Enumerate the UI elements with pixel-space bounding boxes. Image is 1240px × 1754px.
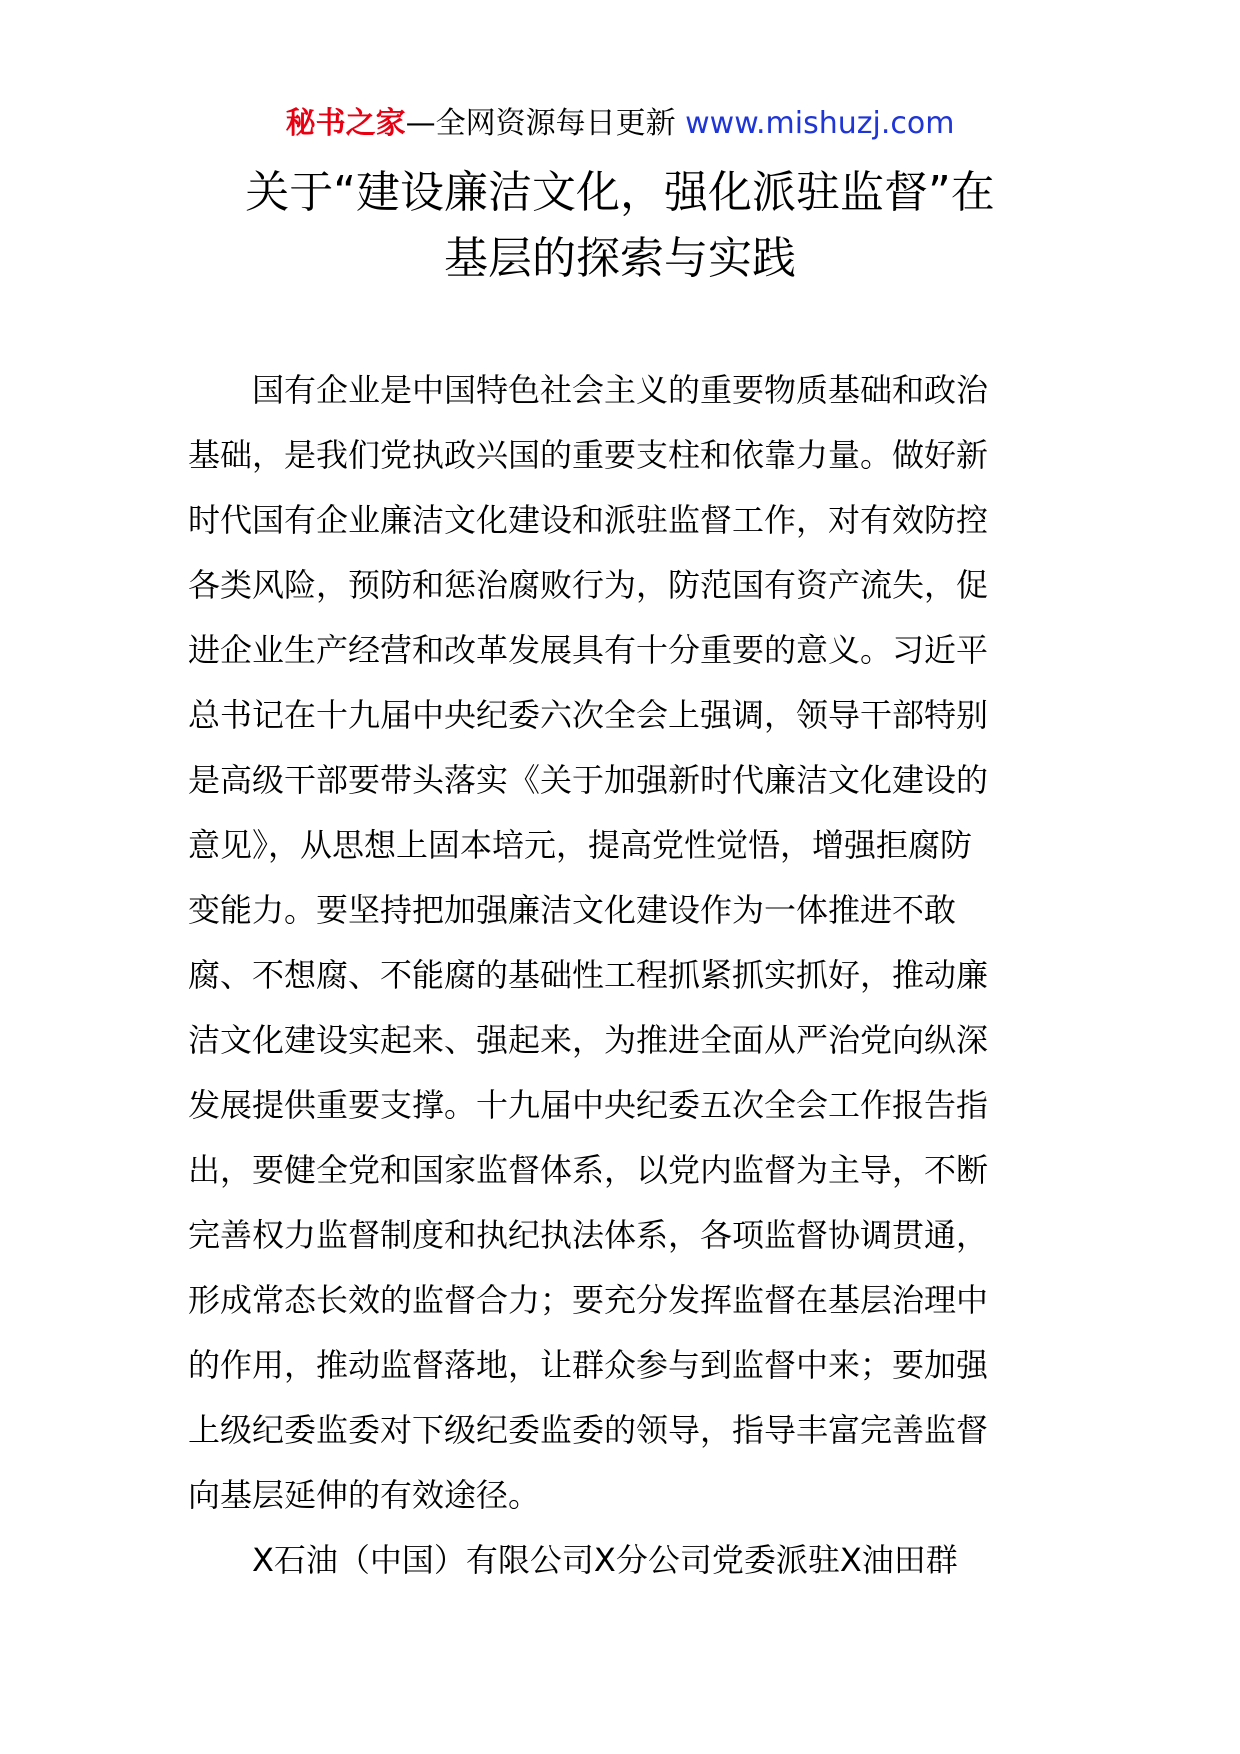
title-line: 基层的探索与实践	[444, 233, 796, 284]
text-line: 腐、不想腐、不能腐的基础性工程抓紧抓实抓好，推动廉	[188, 956, 989, 994]
text-line: 形成常态长效的监督合力；要充分发挥监督在基层治理中	[188, 1281, 989, 1319]
text-line: 时代国有企业廉洁文化建设和派驻监督工作，对有效防控	[188, 501, 989, 539]
text-line: 向基层延伸的有效途径。	[188, 1476, 541, 1514]
brand-name: 秘书之家	[285, 106, 406, 141]
site-header	[0, 104, 1240, 144]
document-body	[188, 358, 1060, 1593]
paragraph-2	[188, 1528, 1060, 1593]
text-line: 洁文化建设实起来、强起来，为推进全面从严治党向纵深	[188, 1021, 989, 1059]
site-url[interactable]: www.mishuzj.com	[685, 106, 955, 141]
text-line: 国有企业是中国特色社会主义的重要物质基础和政治	[252, 371, 989, 409]
title-line: 关于“建设廉洁文化，强化派驻监督”在	[245, 167, 995, 218]
text-line: 上级纪委监委对下级纪委监委的领导，指导丰富完善监督	[188, 1411, 989, 1449]
text-line: 基础，是我们党执政兴国的重要支柱和依靠力量。做好新	[188, 436, 989, 474]
paragraph-1	[188, 358, 1060, 1528]
text-line: 的作用，推动监督落地，让群众参与到监督中来；要加强	[188, 1346, 989, 1384]
text-line: 总书记在十九届中央纪委六次全会上强调，领导干部特别	[188, 696, 989, 734]
text-line: 各类风险，预防和惩治腐败行为，防范国有资产流失，促	[188, 566, 989, 604]
text-line: 完善权力监督制度和执纪执法体系，各项监督协调贯通，	[188, 1216, 989, 1254]
text-line: 出，要健全党和国家监督体系，以党内监督为主导，不断	[188, 1151, 989, 1189]
text-line: 是高级干部要带头落实《关于加强新时代廉洁文化建设的	[188, 761, 989, 799]
document-title	[150, 160, 1090, 292]
text-line: X石油（中国）有限公司X分公司党委派驻X油田群	[252, 1541, 958, 1579]
text-line: 意见》，从思想上固本培元，提高党性觉悟，增强拒腐防	[188, 826, 973, 864]
header-tagline: —全网资源每日更新	[405, 106, 676, 141]
text-line: 进企业生产经营和改革发展具有十分重要的意义。习近平	[188, 631, 989, 669]
text-line: 发展提供重要支撑。十九届中央纪委五次全会工作报告指	[188, 1086, 989, 1124]
text-line: 变能力。要坚持把加强廉洁文化建设作为一体推进不敢	[188, 891, 957, 929]
